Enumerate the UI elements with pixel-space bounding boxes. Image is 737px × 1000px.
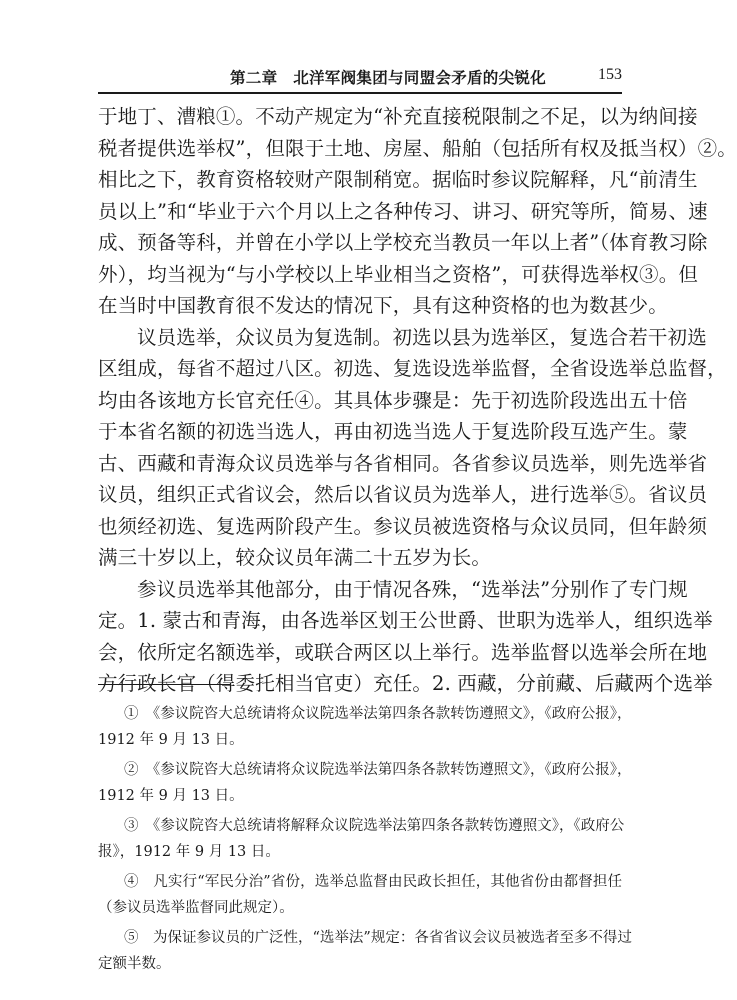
footnote-1-cont: 1912 年 9 月 13 日。 (98, 731, 244, 748)
footnote-text: 为保证参议员的广泛性，“选举法”规定：各省省议会议员被选者至多不得过 (153, 930, 632, 946)
page-number: 153 (598, 66, 622, 83)
footnote-text: 《参议院咨大总统请将众议院选举法第四条各款转饬遵照文》，《政府公报》， (153, 706, 632, 722)
footnote-2-cont: 1912 年 9 月 13 日。 (98, 787, 244, 804)
footnote-text: 《参议院咨大总统请将众议院选举法第四条各款转饬遵照文》，《政府公报》， (153, 762, 632, 778)
body-line: 在当时中国教育很不发达的情况下，具有这种资格的也为数甚少。 (98, 294, 668, 317)
running-header (98, 64, 622, 90)
body-line: 区组成，每省不超过八区。初选、复选设选举监督，全省设选举总监督， (98, 357, 727, 380)
body-line: 税者提供选举权”，但限于土地、房屋、船舶（包括所有权及抵当权）②。 (98, 136, 737, 160)
body-line: 成、预备等科，并曾在小学以上学校充当教员一年以上者”（体育教习除 (98, 231, 708, 254)
footnote-4-cont: （参议员选举监督同此规定）。 (98, 899, 294, 916)
header-rule (98, 92, 622, 94)
footnote-1 (98, 702, 632, 728)
body-line: 会，依所定名额选举，或联合两区以上举行。选举监督以选举会所在地 (98, 640, 708, 664)
paragraph-start: 参议员选举其他部分，由于情况各殊，“选举法”分别作了专门规 (137, 577, 688, 601)
paragraph-start: 议员选举，众议员为复选制。初选以县为选举区，复选合若干初选 (137, 325, 707, 349)
body-line: 也须经初选、复选两阶段产生。参议员被选资格与众议员同，但年龄须 (98, 514, 708, 538)
footnote-text: 凡实行“军民分治”省份，选举总监督由民政长担任，其他省份由都督担任 (153, 874, 623, 890)
footnote-5-cont: 定额半数。 (98, 955, 171, 972)
footnote-marker: ④ (124, 874, 139, 890)
body-text (98, 101, 737, 700)
footnote-5 (98, 926, 632, 952)
body-line: 相比之下，教育资格较财产限制稍宽。据临时参议院解释，凡“前清生 (98, 168, 698, 191)
body-line: 均由各该地方长官充任④。其具体步骤是：先于初选阶段选出五十倍 (98, 388, 688, 412)
footnote-marker: ③ (124, 818, 139, 834)
body-line: 于地丁、漕粮①。不动产规定为“补充直接税限制之不足，以为纳间接 (98, 105, 698, 128)
body-line: 方行政长官（得委托相当官吏）充任。2. 西藏，分前藏、后藏两个选举 (98, 672, 713, 695)
footnote-marker: ① (124, 706, 139, 722)
footnote-text: 《参议院咨大总统请将解释众议院选举法第四条各款转饬遵照文》，《政府公 (153, 818, 625, 834)
chapter-title: 第二章 北洋军阀集团与同盟会矛盾的尖锐化 (230, 68, 547, 87)
body-line: 于本省名额的初选当选人，再由初选当选人于复选阶段互选产生。蒙 (98, 420, 688, 443)
body-line: 满三十岁以上，较众议员年满二十五岁为长。 (98, 546, 492, 569)
footnote-3-cont: 报》，1912 年 9 月 13 日。 (98, 843, 280, 860)
footnote-3 (98, 814, 625, 840)
footnote-marker: ② (124, 762, 139, 778)
footnote-4 (98, 870, 622, 896)
body-line: 议员，组织正式省议会，然后以省议员为选举人，进行选举⑤。省议员 (98, 483, 708, 506)
footnote-marker: ⑤ (124, 930, 139, 946)
body-line: 定。1. 蒙古和青海，由各选举区划王公世爵、世职为选举人，组织选举 (98, 609, 713, 632)
body-line: 外），均当视为“与小学校以上毕业相当之资格”，可获得选举权③。但 (98, 262, 698, 286)
footnotes (98, 702, 632, 977)
body-line: 员以上”和“毕业于六个月以上之各种传习、讲习、研究等所，简易、速 (98, 199, 708, 223)
body-line: 古、西藏和青海众议员选举与各省相同。各省参议员选举，则先选举省 (98, 451, 708, 475)
footnote-rule (98, 684, 230, 685)
footnote-2 (98, 758, 632, 784)
